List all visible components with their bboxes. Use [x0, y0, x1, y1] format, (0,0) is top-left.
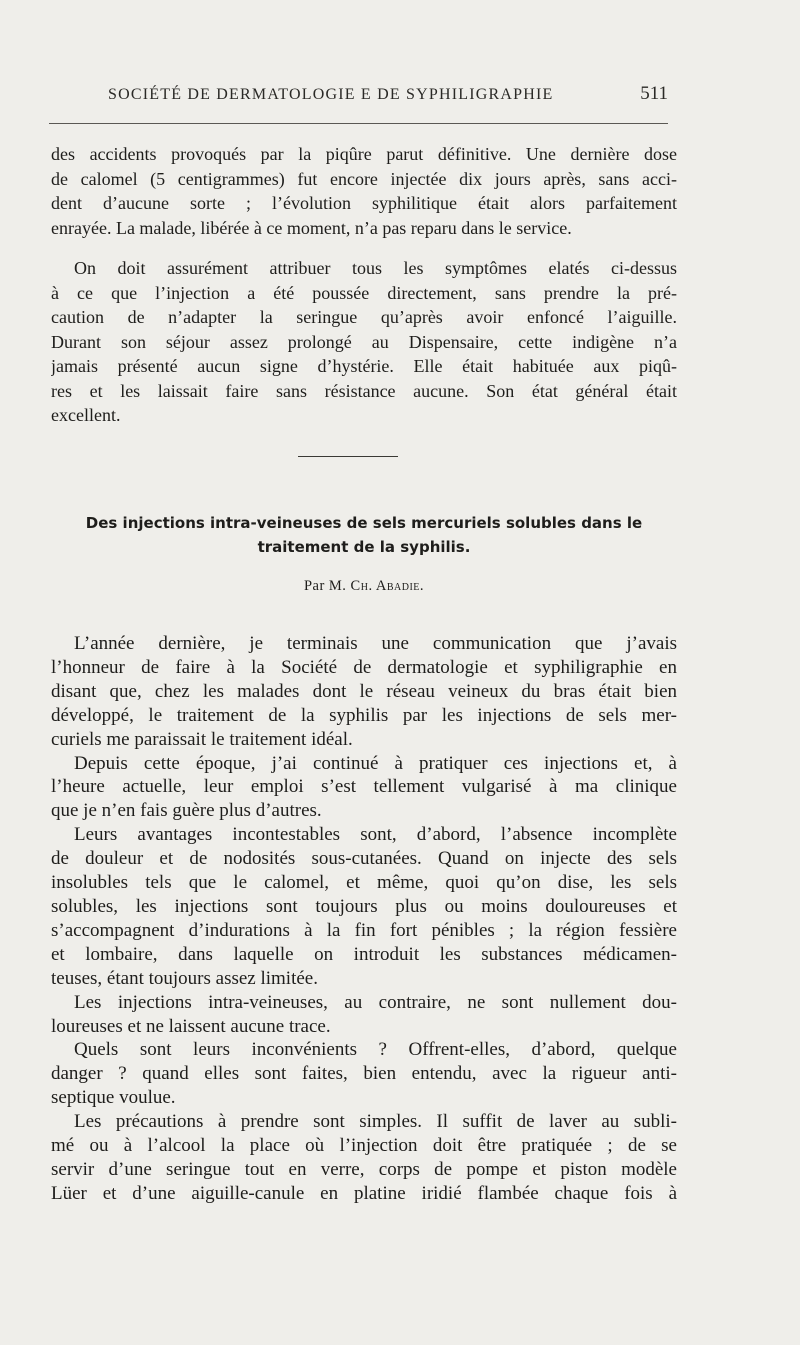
text-line: Les précautions à prendre sont simples. Il suffit de laver au subli-: [74, 1111, 677, 1133]
text-line: que je n’en fais guère plus d’autres.: [51, 800, 322, 822]
paragraph-interpretation: [51, 256, 677, 428]
text-line: enrayée. La malade, libérée à ce moment, n’a pas reparu dans le service.: [51, 217, 572, 238]
text-line: loureuses et ne laissent aucune trace.: [51, 1015, 331, 1037]
text-line: de douleur et de nodosités sous-cutanées. Quand on injecte des sels: [51, 848, 677, 870]
text-line: l’honneur de faire à la Société de dermatologie et syphiligraphie en: [51, 656, 677, 678]
text-line: caution de n’adapter la seringue qu’après avoir enfoncé l’aiguille.: [51, 307, 677, 327]
text-line: excellent.: [51, 405, 121, 425]
text-line: mé ou à l’alcool la place où l’injection doit être pratiquée ; de se: [51, 1135, 677, 1157]
text-line: curiels me paraissait le traitement idéal.: [51, 728, 353, 750]
article-title-line: traitement de la syphilis.: [257, 538, 471, 556]
text-line: et lombaire, dans laquelle on introduit les substances médicamen-: [51, 943, 677, 965]
author-prefix: Par M.: [303, 578, 347, 594]
author-name: Ch. Abadie.: [350, 578, 425, 594]
header-rule: [49, 123, 668, 124]
text-line: de calomel (5 centigrammes) fut encore injectée dix jours après, sans acci-: [51, 168, 677, 189]
text-line: insolubles tels que le calomel, et même, quoi qu’on dise, les sels: [51, 872, 677, 894]
text-line: danger ? quand elles sont faites, bien entendu, avec la rigueur anti-: [51, 1063, 677, 1085]
text-line: dent d’aucune sorte ; l’évolution syphilitique était alors parfaitement: [51, 193, 677, 213]
text-line: Lüer et d’une aiguille-canule en platine iridié flambée chaque fois à: [51, 1182, 677, 1204]
text-line: développé, le traitement de la syphilis par les injections de sels mer-: [51, 704, 677, 726]
page-number: 511: [640, 83, 668, 104]
text-line: l’heure actuelle, leur emploi s’est tellement vulgarisé à ma clinique: [51, 776, 677, 798]
article-body: [51, 632, 677, 1206]
article-title-line: Des injections intra-veineuses de sels mercuriels solubles dans le: [85, 514, 643, 532]
running-title: SOCIÉTÉ DE DERMATOLOGIE E DE SYPHILIGRAPHIE: [108, 86, 554, 103]
text-line: s’accompagnent d’indurations à la fin fort pénibles ; la région fessière: [51, 919, 677, 941]
text-line: à ce que l’injection a été poussée directement, sans prendre la pré-: [51, 282, 677, 303]
text-line: disant que, chez les malades dont le réseau veineux du bras était bien: [51, 680, 677, 702]
text-line: Quels sont leurs inconvénients ? Offrent-elles, d’abord, quelque: [74, 1039, 677, 1061]
text-line: teuses, étant toujours assez limitée.: [51, 967, 318, 989]
text-line: On doit assurément attribuer tous les symptômes elatés ci-dessus: [74, 258, 677, 278]
text-line: Durant son séjour assez prolongé au Dispensaire, cette indigène n’a: [51, 331, 677, 352]
running-head: [108, 83, 668, 104]
text-line: jamais présenté aucun signe d’hystérie. Elle était habituée aux piqû-: [51, 356, 677, 376]
paragraph-case-conclusion: [51, 142, 677, 240]
author-byline: [51, 578, 677, 595]
text-line: septique voulue.: [51, 1087, 176, 1109]
text-line: res et les laissait faire sans résistance aucune. Son état général était: [51, 380, 677, 401]
section-separator: [298, 456, 398, 457]
text-line: servir d’une seringue tout en verre, corps de pompe et piston modèle: [51, 1158, 677, 1180]
text-line: L’année dernière, je terminais une communication que j’avais: [74, 633, 677, 654]
article-title: [51, 511, 677, 559]
text-line: Depuis cette époque, j’ai continué à pratiquer ces injections et, à: [74, 752, 677, 774]
text-line: solubles, les injections sont toujours plus ou moins douloureuses et: [51, 895, 677, 917]
text-line: des accidents provoqués par la piqûre parut définitive. Une dernière dose: [51, 144, 677, 164]
text-line: Leurs avantages incontestables sont, d’abord, l’absence incomplète: [74, 824, 677, 846]
text-line: Les injections intra-veineuses, au contraire, ne sont nullement dou-: [74, 991, 677, 1013]
